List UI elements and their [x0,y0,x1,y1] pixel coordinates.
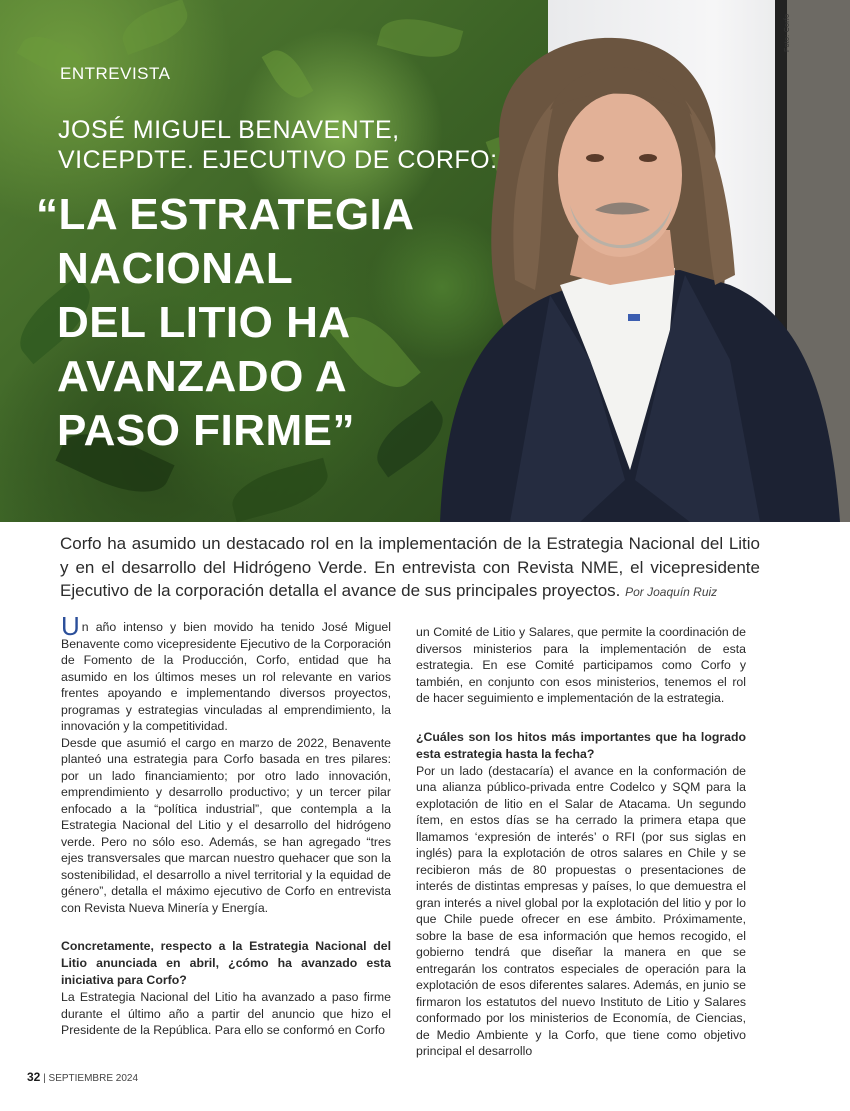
headline-line: DEL LITIO HA [57,298,351,347]
interviewee-subtitle [58,115,498,175]
interview-question: ¿Cuáles son los hitos más importantes que ha logrado esta estrategia hasta la fecha? [416,729,746,761]
subtitle-line: VICEPDTE. EJECUTIVO DE CORFO: [58,146,498,174]
issue-date: SEPTIEMBRE 2024 [48,1073,139,1084]
headline-line: “LA ESTRATEGIA [36,190,415,239]
body-column-left [61,611,391,1039]
subtitle-line: JOSÉ MIGUEL BENAVENTE, [58,116,400,144]
body-paragraph: La Estrategia Nacional del Litio ha avanzado a paso firme durante el último año a partir del anuncio que hizo el Presidente de la República. Para ello se conformó en Corfo [61,990,391,1037]
portrait-photo [430,30,850,522]
footer-separator: | [43,1073,46,1084]
headline-line: PASO FIRME” [57,406,356,455]
interview-question: Concretamente, respecto a la Estrategia Nacional del Litio anunciada en abril, ¿cómo ha avanzado esta iniciativa para Corfo? [61,939,391,987]
page-number: 32 [27,1070,41,1084]
body-paragraph: un Comité de Litio y Salares, que permite la coordinación de diversos ministerios para la implementación de esta estrategia. En ese Comité participamos como Corfo y también, en conjunto con esos ministerios, tenemos el rol de hacer seguimiento e implementación de la estrategia. [416,625,746,705]
hero-photo [0,0,850,522]
lead-paragraph [60,532,760,605]
photo-credit: Foto: Corfo [784,13,791,52]
section-label: ENTREVISTA [60,64,171,83]
lead-text: Corfo ha asumido un destacado rol en la implementación de la Estrategia Nacional del Litio y en el desarrollo del Hidrógeno Verde. En entrevista con Revista NME, el vicepresidente Ejecutivo de la corporación detalla el avance de sus principales proyectos. [60,534,760,600]
headline [36,188,466,458]
headline-line: AVANZADO A [57,352,348,401]
body-column-right [416,624,746,1060]
drop-cap: U [61,611,80,641]
body-paragraph [61,611,391,735]
paragraph-text: n año intenso y bien movido ha tenido José Miguel Benavente como vicepresidente Ejecutivo de la Corporación de Fomento de la Producción, Corfo, entidad que ha asumido en los últimos meses un rol relevante en varios frentes apoyando e implementando diversos proyectos, programas y estrategias vinculadas al emprendimiento, la innovación y la competitividad. [61,620,391,733]
page-footer [27,1070,138,1084]
byline: Por Joaquín Ruiz [625,585,718,599]
headline-line: NACIONAL [57,244,294,293]
body-paragraph: Por un lado (destacaría) el avance en la conformación de una alianza público-privada entre Codelco y SQM para la explotación de litio en el Salar de Atacama. Un segundo ítem, en estos días se ha cerrado la primera etapa que llamamos ‘expresión de interés’ o RFI (por sus siglas en inglés) para la explotación de otros salares en Chile y se recibieron más de 80 propuestas o presentaciones de interés de distintas empresas y países, lo que demuestra el gran interés a nivel global por la explotación del litio y por lo que Chile puede ofrecer en ese ámbito. Próximamente, sobre la base de esa información que hemos recogido, el gobierno tendrá que diseñar la manera en que se entregarán los contratos especiales de operación para la explotación de esos diferentes salares. Además, en junio se firmaron los estatutos del nuevo Instituto de Litio y Salares conformado por los ministerios de Economía, de Ciencias, de Medio Ambiente y la Corfo, que tiene como objetivo principal el desarrollo [416,763,746,1058]
body-paragraph: Desde que asumió el cargo en marzo de 2022, Benavente planteó una estrategia para Corfo basada en tres pilares: por un lado financiamiento; por otro lado innovación, emprendimiento y desarrollo productivo; y un tercer pilar enfocado a la “política industrial”, que contempla a la Estrategia Nacional del Litio y el desarrollo del hidrógeno verde. Pero no sólo eso. Además, se han agregado “tres ejes transversales que marcan nuestro quehacer que son la sostenibilidad, el desarrollo a nivel territorial y la equidad de género”, detalla el máximo ejecutivo de Corfo en entrevista con Revista Nueva Minería y Energía. [61,735,391,915]
